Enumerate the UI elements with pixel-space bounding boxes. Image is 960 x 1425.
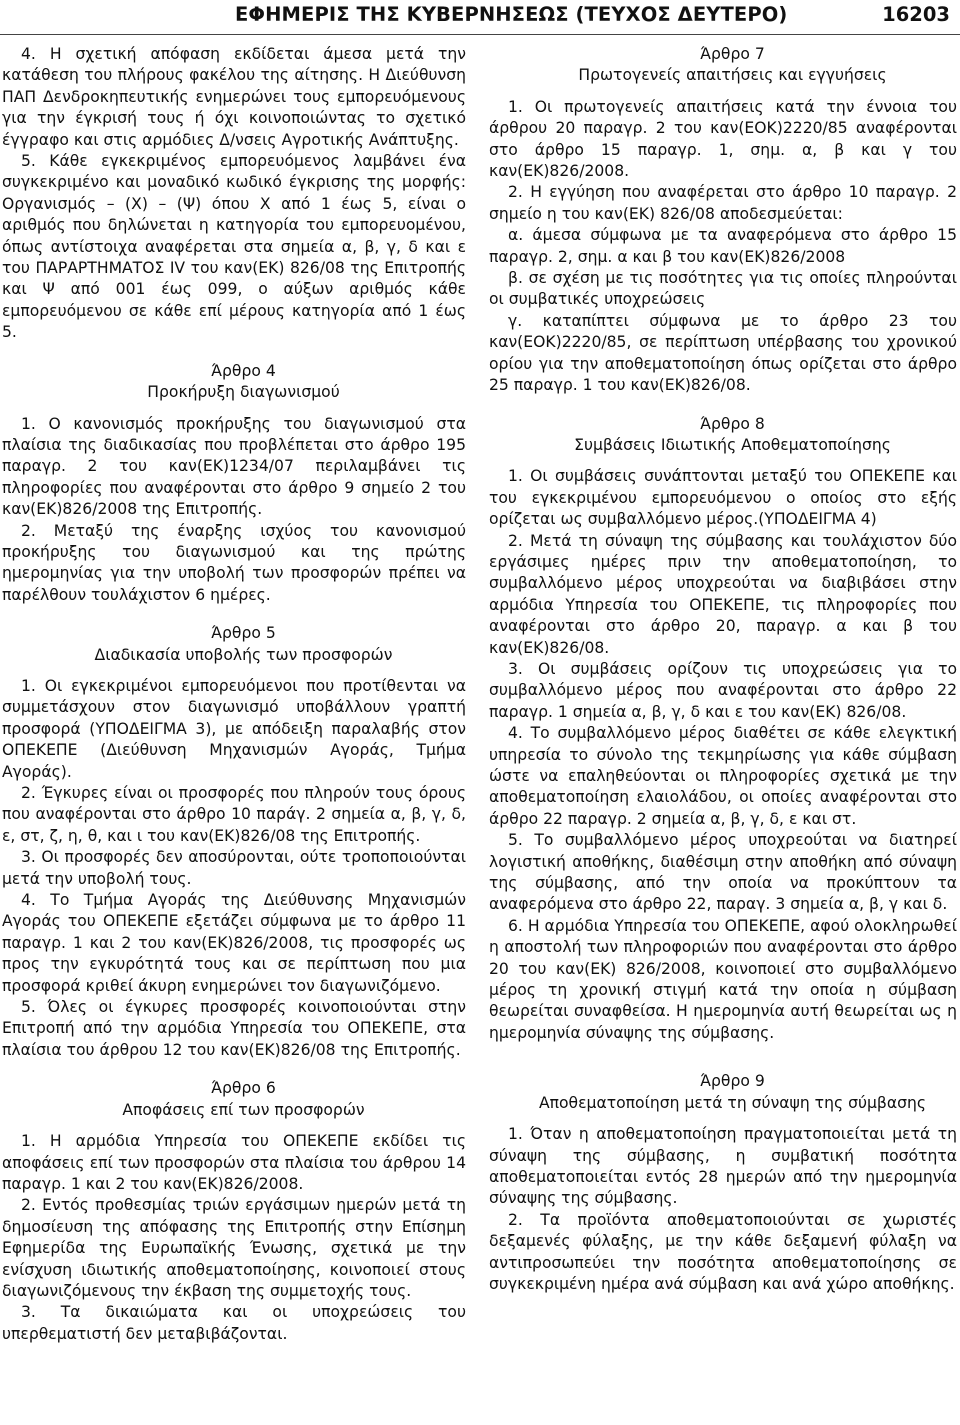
article-number: Άρθρο 6	[211, 1079, 276, 1098]
paragraph: 2. Μετά τη σύναψη της σύμβασης και τουλάχιστον δύο εργάσιμες ημέρες πριν την αποθεματοποίηση, το συμβαλλόμενο μέρος υποχρεούται να διαβιβάσει στην αρμόδια Υπηρεσία του ΟΠΕΚΕΠΕ, τις πληροφορίες που αναφέρονται στο άρθρο 20, παραγρ. α και β του καν(ΕΚ)826/08.	[489, 531, 957, 657]
article-title: Συμβάσεις Ιδιωτικής Αποθεματοποίησης	[574, 435, 891, 454]
paragraph: 3. Οι συμβάσεις ορίζουν τις υποχρεώσεις για το συμβαλλόμενο μέρος που αναφέρονται στο άρθρο 22 παραγρ. 1 σημεία α, β, γ, δ και ε του καν(ΕΚ) 826/08.	[489, 659, 957, 721]
paragraph: 2. Η εγγύηση που αναφέρεται στο άρθρο 10 παραγρ. 2 σημείο η του καν(ΕΚ) 826/08 αποδεσμεύεται:	[489, 183, 957, 223]
paragraph: 5. Όλες οι έγκυρες προσφορές κοινοποιούνται στην Επιτροπή από την αρμόδια Υπηρεσία του ΟΠΕΚΕΠΕ, στα πλαίσια του άρθρου 12 του καν(ΕΚ)826/08 της Επιτροπής.	[2, 998, 466, 1059]
paragraph: 3. Τα δικαιώματα και οι υποχρεώσεις του υπερθεματιστή δεν μεταβιβάζονται.	[2, 1303, 466, 1343]
paragraph: α. άμεσα σύμφωνα με τα αναφερόμενα στο άρθρο 15 παραγρ. 2, σημ. α και β του καν(ΕΚ)826/2008	[489, 226, 957, 266]
article-number: Άρθρο 9	[700, 1072, 765, 1091]
paragraph: 5. Το συμβαλλόμενο μέρος υποχρεούται να διατηρεί λογιστική αποθήκης, διαθέσιμη στην αποθήκη από σύναψη της σύμβασης, από την οποία να προκύπτουν τα αναφερόμενα στο άρθρο 22, παραγ. 3 σημεία α, β, γ και δ.	[489, 831, 957, 914]
paragraph: 1. Όταν η αποθεματοποίηση πραγματοποιείται μετά τη σύναψη της σύμβασης, η συμβατική ποσότητα αποθεματοποιείται εντός 28 ημερών από την ημερομηνία σύναψης της σύμβασης.	[489, 1125, 957, 1208]
header-rule	[0, 34, 960, 35]
page-number: 16203	[882, 3, 950, 26]
article-number: Άρθρο 7	[700, 45, 765, 63]
page-header	[0, 0, 960, 42]
paragraph: 4. Το συμβαλλόμενο μέρος διαθέτει σε κάθε ελεγκτική υπηρεσία το σύνολο της τεκμηρίωσης για κάθε σύμβαση ώστε να επαληθεύονται οι πληροφορίες σχετικά με την αποθεματοποίηση ελαιολάδου, οι οποίες αναφέρονται στο άρθρο 22 παραγρ. 2 σημεία α, β, γ, δ, ε και στ.	[489, 724, 957, 828]
article-title: Προκήρυξη διαγωνισμού	[147, 383, 340, 402]
paragraph: γ. καταπίπτει σύμφωνα με το άρθρο 23 του καν(ΕΟΚ)2220/85, σε περίπτωση υπέρβασης του χρονικού ορίου για την αποθεματοποίηση όπως ορίζεται στο άρθρο 25 παραγρ. 1 του καν(ΕΚ)826/08.	[489, 311, 957, 395]
article-title: Αποθεματοποίηση μετά τη σύναψη της σύμβασης	[538, 1093, 927, 1112]
paragraph: 4. Η σχετική απόφαση εκδίδεται άμεσα μετά την κατάθεση του πλήρους φακέλου της αίτησης. Η Διεύθυνση ΠΑΠ Δενδροκηπευτικής ενημερώνει τους εμπορευόμενους για την έγκρισή τους ή όχι κοινοποιώντας το σχετικό έγγραφο και στις αρμόδιες Δ/νσεις Αγροτικής Ανάπτυξης.	[2, 45, 466, 149]
article-title: Αποφάσεις επί των προσφορών	[122, 1100, 365, 1119]
paragraph: 2. Τα προϊόντα αποθεματοποιούνται σε χωριστές δεξαμενές φύλαξης, με την κάθε δεξαμενή φύλαξη να αντιπροσωπεύει την ποσότητα αποθεματοποίησης σε συγκεκριμένη ημέρα ανά σύμβαση και ανά χώρο αποθήκης.	[489, 1210, 957, 1293]
paragraph: 2. Έγκυρες είναι οι προσφορές που πληρούν τους όρους που αναφέρονται στο άρθρο 10 παράγ. 2 σημεία α, β, γ, δ, ε, στ, ζ, η, θ, και ι του καν(ΕΚ)826/08 της Επιτροπής.	[2, 784, 466, 845]
paragraph: 4. Το Τμήμα Αγοράς της Διεύθυνσης Μηχανισμών Αγοράς του ΟΠΕΚΕΠΕ εξετάζει σύμφωνα με το άρθρο 11 παραγρ. 1 και 2 του καν(ΕΚ)826/2008, τις προσφορές ως προς την εγκυρότητά τους και σε περίπτωση που μια προσφορά κριθεί άκυρη ενημερώνει τον διαγωνιζόμενο.	[2, 891, 466, 995]
gazette-title: ΕΦΗΜΕΡΙΣ ΤΗΣ ΚΥΒΕΡΝΗΣΕΩΣ (ΤΕΥΧΟΣ ΔΕΥΤΕΡΟ)	[235, 3, 788, 26]
article-title: Πρωτογενείς απαιτήσεις και εγγυήσεις	[578, 66, 887, 85]
paragraph: 6. Η αρμόδια Υπηρεσία του ΟΠΕΚΕΠΕ, αφού ολοκληρωθεί η αποστολή των πληροφοριών που αναφέρονται στο άρθρο 20 του καν(ΕΚ) 826/2008, κοινοποιεί στο συμβαλλόμενο μέρος τη χρονική στιγμή κατά την οποία η σύμβαση θεωρείται συναφθείσα. Η ημερομηνία αυτή θεωρείται ως η ημερομηνία σύναψης της σύμβασης.	[489, 916, 957, 1042]
article-title: Διαδικασία υποβολής των προσφορών	[94, 645, 393, 664]
right-column	[489, 44, 957, 1295]
paragraph: 1. Ο κανονισμός προκήρυξης του διαγωνισμού στα πλαίσια της διαδικασίας που προβλέπεται στο άρθρο 195 παραγρ. 2 του καν(ΕΚ)1234/07 περιλαμβάνει τις πληροφορίες που αναφέρονται στο άρθρο 9 σημείο 2 του καν(ΕΚ)826/2008 της Επιτροπής.	[2, 414, 466, 519]
paragraph: 3. Οι προσφορές δεν αποσύρονται, ούτε τροποποιούνται μετά την υποβολή τους.	[2, 848, 466, 888]
paragraph: 5. Κάθε εγκεκριμένος εμπορευόμενος λαμβάνει ένα συγκεκριμένο και μοναδικό κωδικό έγκρισης της μορφής: Οργανισμός – (Χ) – (Ψ) όπου Χ από 1 έως 5, είναι ο αριθμός που δηλώνεται η κατηγορία του εμπορευομένου, όπως αντίστοιχα αναφέρεται στα σημεία α, β, γ, δ και ε του ΠΑΡΑΡΤΗΜΑΤΟΣ IV του καν(ΕΚ) 826/08 της Επιτροπής και Ψ από 001 έως 099, ο αύξων αριθμός κάθε εμπορευόμενου σε κάθε επί μέρους κατηγορία από 1 έως 5.	[2, 152, 466, 342]
article-number: Άρθρο 4	[211, 361, 276, 380]
paragraph: 2. Μεταξύ της έναρξης ισχύος του κανονισμού προκήρυξης του διαγωνισμού και της πρώτης ημερομηνίας για την υποβολή των προσφορών πρέπει να παρέλθουν τουλάχιστον 6 ημέρες.	[2, 521, 466, 604]
paragraph: β. σε σχέση με τις ποσότητες για τις οποίες πληρούνται οι συμβατικές υποχρεώσεις	[489, 269, 957, 309]
article-number: Άρθρο 5	[211, 624, 276, 643]
article-number: Άρθρο 8	[700, 414, 765, 433]
paragraph: 2. Εντός προθεσμίας τριών εργάσιμων ημερών μετά τη δημοσίευση της απόφασης της Επιτροπής στην Επίσημη Εφημερίδα της Ευρωπαϊκής Ένωσης, σχετικά με την ενίσχυση ιδιωτικής αποθεματοποίησης, κοινοποιεί στους διαγωνιζόμενους την έκβαση της συμμετοχής τους.	[2, 1196, 466, 1300]
paragraph: 1. Οι εγκεκριμένοι εμπορευόμενοι που προτίθενται να συμμετάσχουν στον διαγωνισμό υποβάλλουν γραπτή προσφορά (ΥΠΟΔΕΙΓΜΑ 3), με απόδειξη παραλαβής στον ΟΠΕΚΕΠΕ (Διεύθυνση Μηχανισμών Αγοράς, Τμήμα Αγοράς).	[2, 676, 466, 781]
paragraph: 1. Οι συμβάσεις συνάπτονται μεταξύ του ΟΠΕΚΕΠΕ και του εγκεκριμένου εμπορευόμενου ο οποίος στο εξής ορίζεται ως συμβαλλόμενο μέρος.(ΥΠΟΔΕΙΓΜΑ 4)	[489, 467, 957, 529]
paragraph: 1. Οι πρωτογενείς απαιτήσεις κατά την έννοια του άρθρου 20 παραγρ. 2 του καν(ΕΟΚ)2220/85 αναφέρονται στο άρθρο 15 παραγρ. 1, σημ. α, β και γ του καν(ΕΚ)826/2008.	[489, 97, 957, 181]
paragraph: 1. Η αρμόδια Υπηρεσία του ΟΠΕΚΕΠΕ εκδίδει τις αποφάσεις επί των προσφορών στα πλαίσια του άρθρου 14 παραγρ. 1 και 2 του καν(ΕΚ)826/2008.	[2, 1132, 466, 1193]
left-column	[2, 44, 466, 1345]
